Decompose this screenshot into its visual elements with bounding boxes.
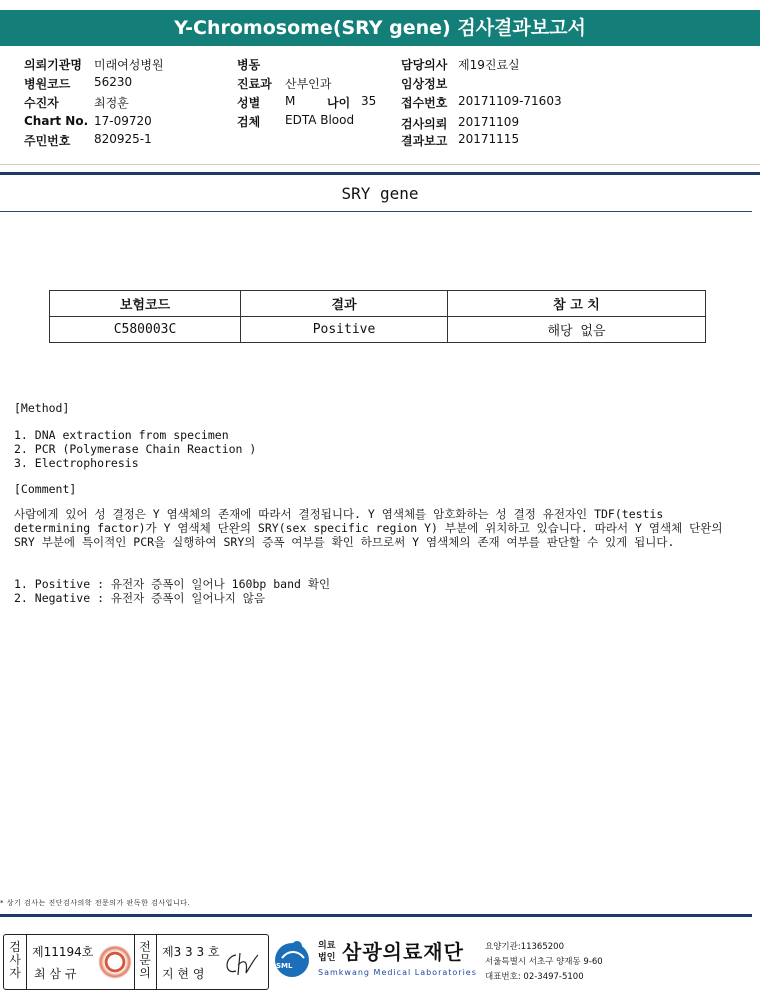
- specialist-name: 지 현 영: [162, 967, 205, 981]
- lab-logo-block: [272, 936, 758, 990]
- cell-result: Positive: [241, 317, 448, 343]
- doctor-value: 제19진료실: [458, 58, 520, 72]
- examiner-name: 최 삼 규: [34, 967, 77, 981]
- org-english-name: Samkwang Medical Laboratories: [318, 968, 477, 977]
- divider: [26, 935, 27, 989]
- method-heading: [Method]: [14, 401, 70, 415]
- examiner-label: 검사자: [9, 940, 21, 980]
- result-table-header-row: [50, 291, 706, 317]
- patient-value: 최정훈: [94, 96, 129, 110]
- age-value: 35: [361, 94, 377, 108]
- specialist-label: 전문의: [139, 940, 151, 980]
- institution-value: 미래여성병원: [94, 58, 164, 72]
- examiner-license: 제11194호: [32, 945, 94, 959]
- institution-label: 의뢰기관명: [24, 58, 82, 72]
- ward-label: 병동: [237, 58, 261, 72]
- resident-no-label: 주민번호: [24, 134, 71, 148]
- report-date: 20171115: [458, 132, 520, 146]
- dept-label: 진료과: [237, 77, 272, 91]
- report-title: Y-Chromosome(SRY gene) 검사결과보고서: [0, 10, 760, 46]
- comment-item: 1. Positive : 유전자 증폭이 일어나 160bp band 확인: [14, 577, 331, 591]
- logo-abbreviation: SML: [276, 962, 293, 970]
- header-insurance-code: 보험코드: [50, 291, 241, 317]
- section-top-rule: [0, 172, 760, 175]
- org-prefix-1: 의료: [318, 941, 336, 951]
- comment-heading: [Comment]: [14, 482, 77, 496]
- specimen-label: 검체: [237, 115, 261, 129]
- request-label: 검사의뢰: [401, 117, 448, 131]
- resident-no-value: 820925-1: [94, 132, 152, 146]
- sex-value: M: [285, 94, 296, 108]
- org-address: 서울특별시 서초구 양재동 9-60: [485, 957, 603, 967]
- chart-no-label: Chart No.: [24, 114, 89, 128]
- divider: [134, 935, 135, 989]
- footer-top-rule: [0, 914, 752, 917]
- specimen-value: EDTA Blood: [285, 113, 355, 127]
- patient-label: 수진자: [24, 96, 59, 110]
- header-result: 결과: [241, 291, 448, 317]
- method-item: 1. DNA extraction from specimen: [14, 428, 229, 442]
- divider: [156, 935, 157, 989]
- header-reference: 참 고 치: [448, 291, 706, 317]
- org-prefix-2: 법인: [318, 953, 336, 963]
- dept-value: 산부인과: [285, 77, 332, 91]
- chart-no-value: 17-09720: [94, 114, 152, 128]
- signature-box: [3, 934, 269, 990]
- request-date: 20171109: [458, 115, 520, 129]
- hospital-code-value: 56230: [94, 75, 133, 89]
- examiner-seal-icon: [98, 945, 132, 979]
- cell-reference: 해당 없음: [448, 317, 706, 343]
- table-row: [50, 317, 706, 343]
- org-phone: 대표번호: 02-3497-5100: [485, 972, 584, 982]
- report-date-label: 결과보고: [401, 134, 448, 148]
- cell-insurance-code: C580003C: [50, 317, 241, 343]
- info-divider: [0, 164, 760, 165]
- reception-label: 접수번호: [401, 96, 448, 110]
- result-table: [49, 290, 706, 343]
- sml-logo-icon: [272, 938, 312, 978]
- care-institution-no: 요양기관:11365200: [485, 942, 564, 952]
- section-title: SRY gene: [341, 184, 419, 203]
- sex-label: 성별: [237, 96, 261, 110]
- age-label: 나이: [327, 96, 351, 110]
- doctor-label: 담당의사: [401, 58, 448, 72]
- patient-info-block: [0, 52, 760, 164]
- comment-item: 2. Negative : 유전자 증폭이 일어나지 않음: [14, 591, 266, 605]
- signature-icon: [222, 949, 262, 979]
- method-item: 3. Electrophoresis: [14, 456, 139, 470]
- section-title-underline: [0, 211, 752, 212]
- method-item: 2. PCR (Polymerase Chain Reaction ): [14, 442, 257, 456]
- disclaimer: * 상기 검사는 진단검사의학 전문의가 판독한 검사입니다.: [0, 899, 191, 907]
- hospital-code-label: 병원코드: [24, 77, 71, 91]
- org-name: 삼광의료재단: [342, 940, 464, 964]
- specialist-license: 제3 3 3 호: [162, 945, 220, 959]
- comment-paragraph: 사람에게 있어 성 결정은 Y 염색체의 존재에 따라서 결정됩니다. Y 염색체를 암호화하는 성 결정 유전자인 TDF(testis determining factor)가 Y 염색체 단완의 SRY(sex specific region Y) 부분에 위치하고 있습니다. 따라서 Y 염색체 단완의 SRY 부분에 특이적인 PCR을 실행하여 SRY의 증폭 여부를 확인 하므로써 Y 염색체의 존재 여부를 판단할 수 있게 됩니다.: [14, 507, 723, 549]
- clinical-label: 임상정보: [401, 77, 448, 91]
- reception-value: 20171109-71603: [458, 94, 562, 108]
